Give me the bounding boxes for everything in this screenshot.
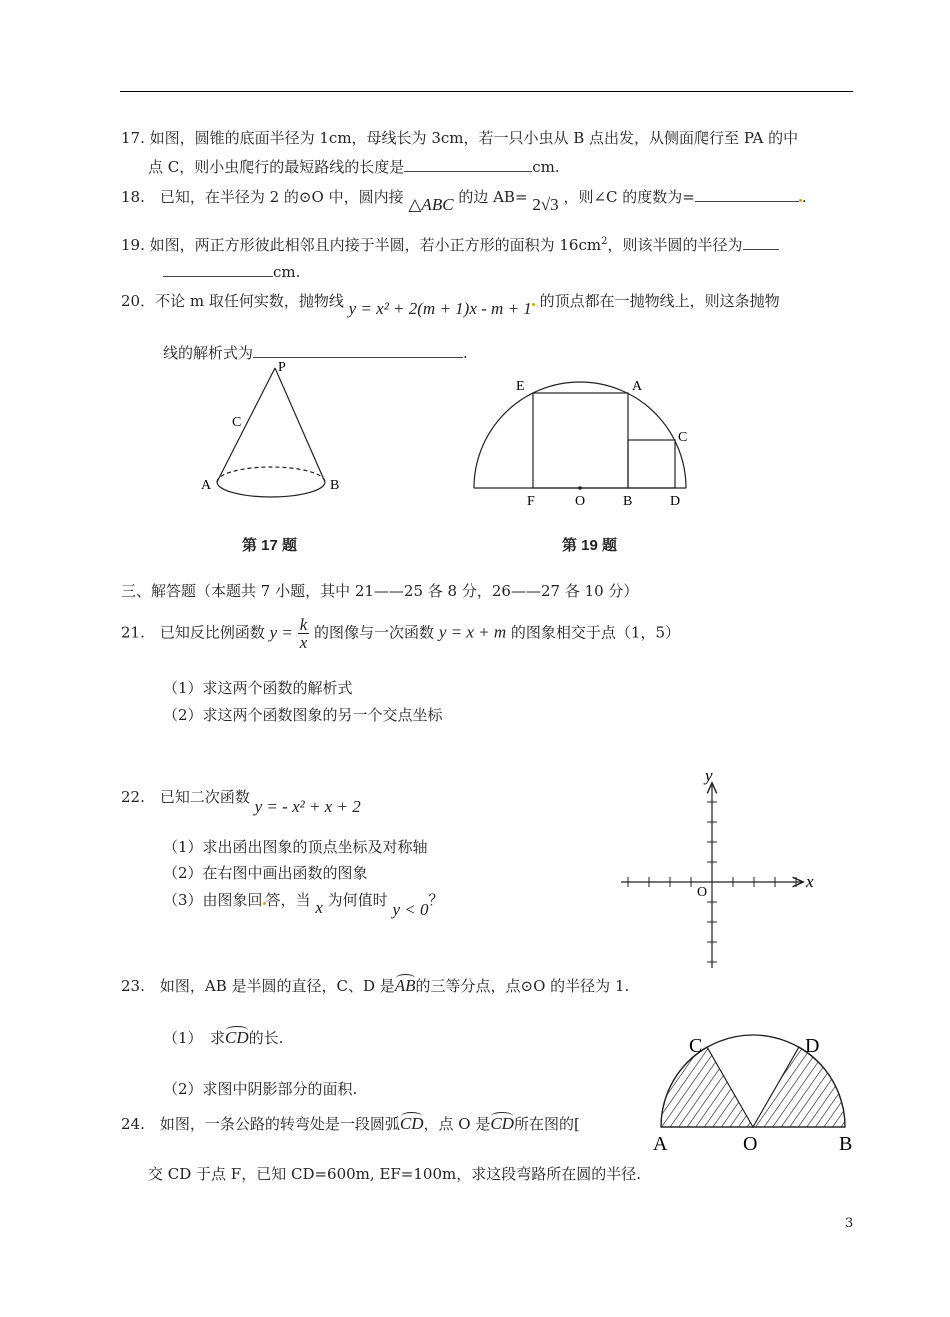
label-d: D — [670, 494, 681, 509]
ab-value: 2√3 — [532, 195, 559, 214]
q22-line: 22. 已知二次函数 y = - x² + x + 2 — [121, 788, 361, 816]
label-f: F — [527, 494, 535, 509]
q21-sub2: （2）求这两个函数图象的另一个交点坐标 — [163, 706, 443, 724]
q21-line: 21. 已知反比例函数 y = $\frac{k}{x}$ 的图像与一次函数 y = x + m 的图象相交于点（1，5） — [121, 615, 681, 652]
answer-blank-19b[interactable] — [163, 262, 273, 277]
answer-blank-19a[interactable] — [743, 235, 779, 250]
label-b: B — [330, 478, 340, 493]
linear-function: y = x + m — [438, 622, 507, 642]
parabola-formula: y = x² + 2(m + 1)x - m + 1 — [348, 299, 532, 318]
cone-base-front — [217, 482, 325, 497]
answer-blank-18[interactable] — [695, 187, 799, 202]
cone-base-back — [217, 467, 325, 482]
q22-sub3: （3）由图象回 答，当 x 为何值时 y < 0？ — [163, 891, 444, 919]
q19-line2: cm. — [163, 262, 300, 281]
q23-sub2: （2）求图中阴影部分的面积. — [163, 1080, 358, 1098]
cone-left-slant — [217, 368, 275, 482]
figure-17-caption: 第 17 题 — [242, 537, 298, 554]
q20-line2: 线的解析式为 . — [163, 344, 468, 362]
q23-line: 23. 如图，AB 是半圆的直径，C、D 是AB的三等分点，点⊙O 的半径为 1. — [121, 976, 630, 995]
label-c: C — [232, 415, 242, 430]
label-c: C — [689, 1035, 703, 1057]
shaded-sector-left — [661, 1047, 753, 1127]
q22-sub1: （1）求出函出图象的顶点坐标及对称轴 — [163, 838, 428, 856]
q24-line2: 交 CD 于点 F，已知 CD=600m, EF=100m，求这段弯路所在圆的半径. — [148, 1165, 641, 1183]
figure-19-caption: 第 19 题 — [562, 537, 618, 554]
q21-sub1: （1）求这两个函数的解析式 — [163, 679, 353, 697]
label-e: E — [516, 379, 525, 394]
cone-right-slant — [275, 368, 325, 482]
q20-line1: 20．不论 m 取任何实数，抛物线 y = x² + 2(m + 1)x - m + 1 的顶点都在一抛物线上，则这条抛物 — [121, 292, 780, 318]
origin-label: O — [697, 885, 708, 900]
label-b: B — [839, 1133, 853, 1155]
quadratic-formula: y = - x² + x + 2 — [254, 797, 361, 816]
q23-sub1: （1） 求CD的长. — [163, 1028, 284, 1047]
q22-sub2: （2）在右图中画出函数的图象 — [163, 864, 368, 882]
shaded-sector-right — [753, 1047, 845, 1127]
figure-19-semicircle — [462, 366, 702, 514]
fraction-k-over-x: $\frac{k}{x}$ — [299, 615, 308, 652]
label-b: B — [623, 494, 633, 509]
label-a: A — [653, 1133, 668, 1155]
semicircle-arc — [474, 382, 686, 488]
q24-line1: 24. 如图，一条公路的转弯处是一段圆弧CD，点 O 是CD所在图的[ — [121, 1114, 580, 1133]
small-square — [628, 440, 675, 488]
answer-blank-17[interactable] — [404, 157, 532, 172]
coordinate-axes — [615, 762, 825, 972]
arc-ab: AB — [394, 976, 416, 995]
label-d: D — [805, 1035, 820, 1057]
section-3-title: 三、解答题（本题共 7 小题，其中 21——25 各 8 分，26——27 各 10 分） — [121, 582, 639, 600]
large-square — [533, 393, 628, 488]
label-p: P — [278, 360, 286, 375]
triangle-abc: △ABC — [408, 195, 454, 214]
label-o: O — [575, 494, 586, 509]
answer-blank-20[interactable] — [253, 343, 463, 358]
label-o: O — [743, 1133, 758, 1155]
header-rule — [120, 91, 853, 92]
label-a: A — [201, 478, 212, 493]
label-c: C — [678, 430, 688, 445]
figure-17-cone — [195, 358, 355, 508]
label-a: A — [632, 379, 643, 394]
center-point — [578, 486, 582, 490]
x-axis-label: x — [806, 872, 814, 891]
q18-line: 18. 已知，在半径为 2 的⊙O 中，圆内接 △ABC 的边 AB= 2√3 ，则∠C 的度数为= . — [121, 188, 807, 214]
q17-line1: 17. 如图，圆锥的底面半径为 1cm，母线长为 3cm，若一只小虫从 B 点出发，从侧面爬行至 PA 的中 — [121, 129, 799, 147]
y-axis-label: y — [705, 766, 713, 785]
arc-cd: CD — [225, 1028, 249, 1047]
q17-line2: 点 C，则小虫爬行的最短路线的长度是 cm. — [148, 158, 560, 176]
page-number: 3 — [845, 1216, 854, 1231]
q19-line1: 19. 如图，两正方形彼此相邻且内接于半圆，若小正方形的面积为 $16cm^2$，则该半圆的半径为 — [121, 234, 779, 255]
figure-23-semicircle — [645, 1028, 860, 1160]
